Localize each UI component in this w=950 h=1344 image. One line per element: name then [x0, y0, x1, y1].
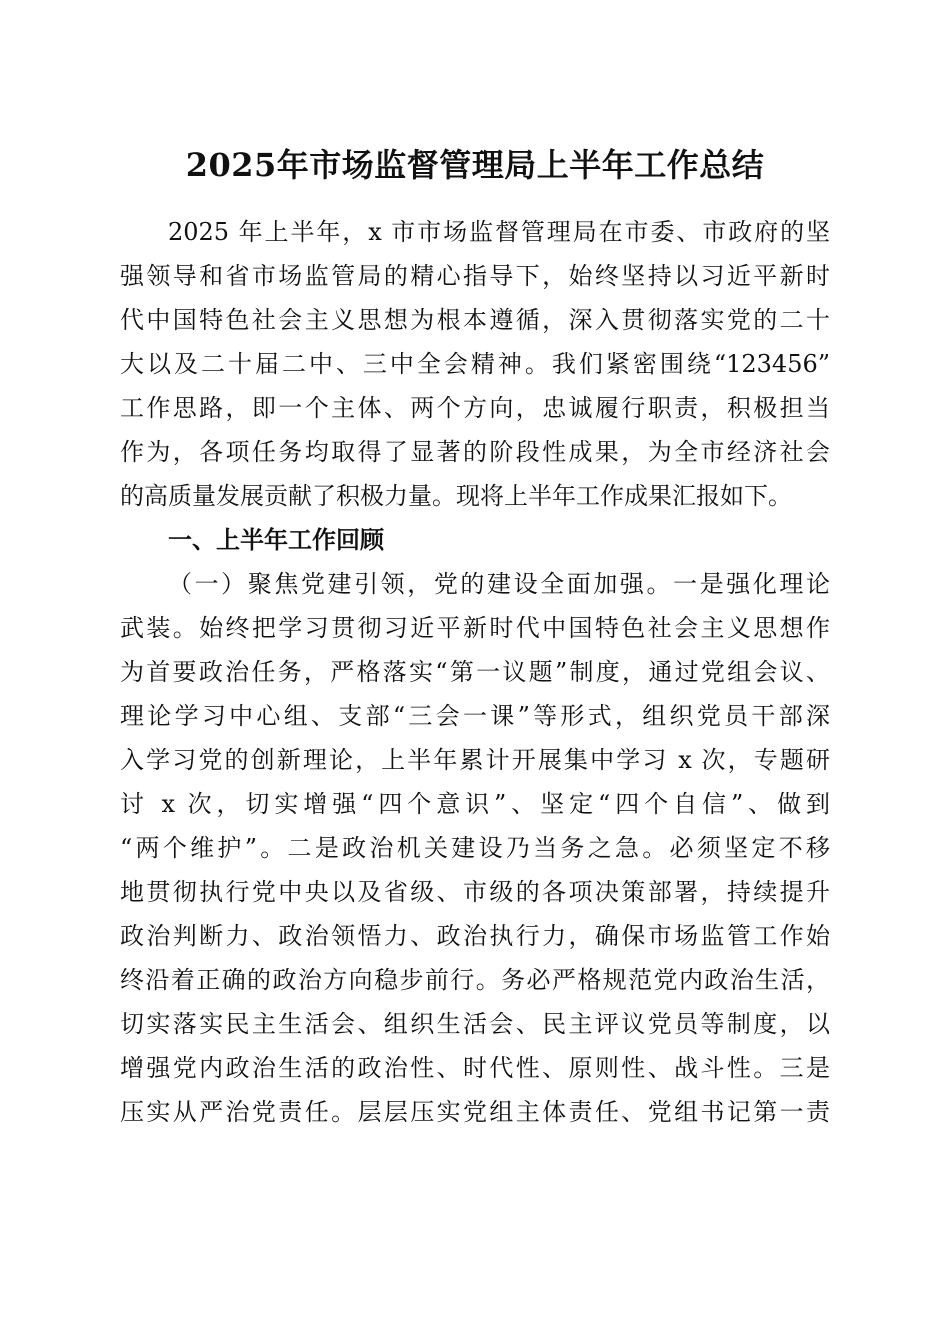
intro-line: 工作思路，即一个主体、两个方向，忠诚履行职责，积极担当: [120, 394, 830, 422]
intro-line: 2025 年上半年，x 市市场监督管理局在市委、市政府的坚: [168, 218, 830, 246]
section-line: 理论学习中心组、支部“三会一课”等形式，组织党员干部深: [120, 702, 830, 730]
section-heading: 一、上半年工作回顾: [168, 526, 384, 554]
document-title: 2025年市场监督管理局上半年工作总结: [185, 146, 765, 184]
document-body: [120, 210, 830, 1134]
section-line: “两个维护”。二是政治机关建设乃当务之急。必须坚定不移: [120, 834, 830, 862]
section-line: 地贯彻执行党中央以及省级、市级的各项决策部署，持续提升: [120, 878, 830, 906]
section-line: 讨 x 次，切实增强“四个意识”、坚定“四个自信”、做到: [120, 790, 830, 818]
section-line: 终沿着正确的政治方向稳步前行。务必严格规范党内政治生活，: [120, 966, 830, 994]
intro-line: 作为，各项任务均取得了显著的阶段性成果，为全市经济社会: [120, 438, 830, 466]
section-line: 压实从严治党责任。层层压实党组主体责任、党组书记第一责: [120, 1098, 830, 1126]
section-line: 为首要政治任务，严格落实“第一议题”制度，通过党组会议、: [120, 658, 830, 686]
intro-line: 强领导和省市场监管局的精心指导下，始终坚持以习近平新时: [120, 262, 830, 290]
section-line: （一）聚焦党建引领，党的建设全面加强。一是强化理论: [168, 570, 830, 598]
intro-line: 大以及二十届二中、三中全会精神。我们紧密围绕“123456”: [120, 350, 830, 378]
section-line: 武装。始终把学习贯彻习近平新时代中国特色社会主义思想作: [120, 614, 830, 642]
intro-line: 的高质量发展贡献了积极力量。现将上半年工作成果汇报如下。: [120, 482, 792, 510]
section-line: 入学习党的创新理论，上半年累计开展集中学习 x 次，专题研: [120, 746, 830, 774]
intro-line: 代中国特色社会主义思想为根本遵循，深入贯彻落实党的二十: [120, 306, 830, 334]
section-line: 增强党内政治生活的政治性、时代性、原则性、战斗性。三是: [120, 1054, 830, 1082]
section-line: 切实落实民主生活会、组织生活会、民主评议党员等制度，以: [120, 1010, 830, 1038]
section-line: 政治判断力、政治领悟力、政治执行力，确保市场监管工作始: [120, 922, 830, 950]
